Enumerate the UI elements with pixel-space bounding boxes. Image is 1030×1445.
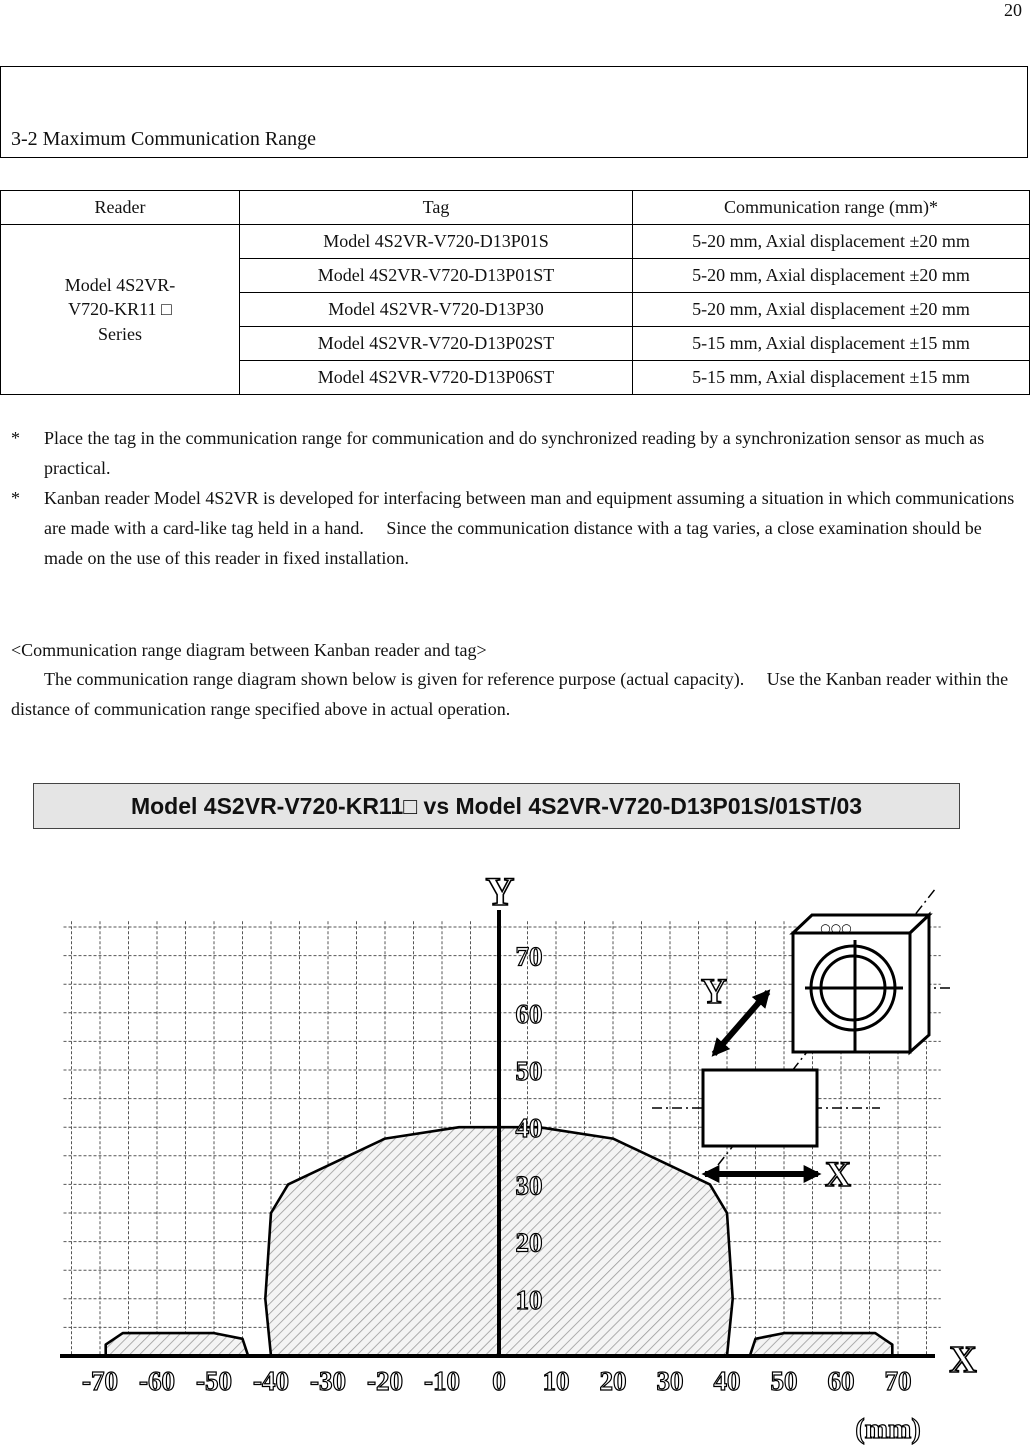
reader-tag-inset — [652, 888, 950, 1194]
reader-line-1: Model 4S2VR- — [64, 275, 176, 296]
y-axis-label: Y — [485, 869, 515, 914]
y-tick-label: 70 — [515, 941, 543, 972]
x-tick-label: -50 — [196, 1366, 232, 1396]
tag-cell: Model 4S2VR-V720-D13P02ST — [240, 327, 633, 361]
x-tick-label: -10 — [424, 1366, 460, 1396]
reader-device-icon — [793, 915, 929, 1052]
y-tick-label: 40 — [515, 1113, 543, 1144]
range-cell: 5-15 mm, Axial displacement ±15 mm — [633, 361, 1030, 395]
x-tick-label: 40 — [713, 1366, 741, 1396]
diagram-heading: <Communication range diagram between Kanban reader and tag> — [11, 640, 487, 660]
header-range: Communication range (mm)* — [633, 191, 1030, 225]
tag-card-icon — [703, 1070, 817, 1146]
inset-y-label: Y — [701, 971, 727, 1011]
y-tick-label: 60 — [515, 998, 543, 1029]
note-text: Place the tag in the communication range for communication and do synchronized reading by a synchronization sensor as much as practical. — [44, 428, 985, 478]
range-chart — [0, 860, 1030, 1445]
x-tick-label: 70 — [884, 1366, 912, 1396]
inset-x-label: X — [825, 1154, 851, 1194]
header-reader: Reader — [1, 191, 240, 225]
y-tick-label: 50 — [515, 1056, 543, 1086]
note-mark: * — [11, 488, 20, 508]
note-1 — [11, 423, 1023, 483]
x-tick-label: -60 — [139, 1366, 175, 1396]
x-tick-label: 0 — [492, 1366, 506, 1396]
note-2 — [11, 483, 1023, 573]
x-tick-label: -70 — [82, 1366, 118, 1396]
tag-cell: Model 4S2VR-V720-D13P06ST — [240, 361, 633, 395]
x-tick-label: 20 — [599, 1366, 627, 1396]
x-axis-label: X — [949, 1339, 977, 1381]
x-tick-label: -30 — [310, 1366, 346, 1396]
note-mark: * — [11, 428, 20, 448]
header-tag: Tag — [240, 191, 633, 225]
range-cell: 5-20 mm, Axial displacement ±20 mm — [633, 259, 1030, 293]
range-cell: 5-20 mm, Axial displacement ±20 mm — [633, 293, 1030, 327]
reader-line-2: V720-KR11 □ — [68, 299, 172, 320]
unit-label: (mm) — [855, 1414, 921, 1445]
page-number: 20 — [1004, 0, 1022, 20]
region-right-side-lobe — [750, 1333, 893, 1356]
chart-title: Model 4S2VR-V720-KR11□ vs Model 4S2VR-V720-D13P01S/01ST/03 — [33, 783, 960, 829]
region-left-side-lobe — [106, 1333, 249, 1356]
tag-cell: Model 4S2VR-V720-D13P01ST — [240, 259, 633, 293]
y-tick-label: 30 — [515, 1170, 543, 1201]
range-cell: 5-15 mm, Axial displacement ±15 mm — [633, 327, 1030, 361]
note-text: Kanban reader Model 4S2VR is developed for interfacing between man and equipment assuming a situation in which communications are made with a card-like tag held in a hand. Since the communication distance with a tag varies, a close examination should be made on the use of this reader in fixed installation. — [44, 488, 1015, 568]
x-tick-label: 60 — [827, 1366, 855, 1396]
reader-indicator-dots: ○○○ — [820, 921, 852, 935]
table-header-row — [1, 191, 1030, 225]
range-cell: 5-20 mm, Axial displacement ±20 mm — [633, 225, 1030, 259]
tag-cell: Model 4S2VR-V720-D13P30 — [240, 293, 633, 327]
tag-cell: Model 4S2VR-V720-D13P01S — [240, 225, 633, 259]
reader-cell — [1, 225, 240, 395]
range-table — [0, 190, 1030, 395]
x-tick-label: -40 — [253, 1366, 289, 1396]
x-tick-label: -20 — [367, 1366, 403, 1396]
table-row — [1, 225, 1030, 259]
section-title: 3-2 Maximum Communication Range — [11, 128, 316, 150]
y-tick-label: 20 — [515, 1227, 543, 1258]
diagram-description: The communication range diagram shown below is given for reference purpose (actual capacity). Use the Kanban reader within the distance of communication range specified above in actual operation. — [11, 669, 1009, 719]
x-tick-label: 50 — [770, 1366, 798, 1396]
x-tick-label: 30 — [656, 1366, 684, 1396]
y-tick-label: 10 — [515, 1284, 543, 1315]
x-tick-label: 10 — [542, 1366, 570, 1396]
reader-line-3: Series — [98, 323, 142, 344]
